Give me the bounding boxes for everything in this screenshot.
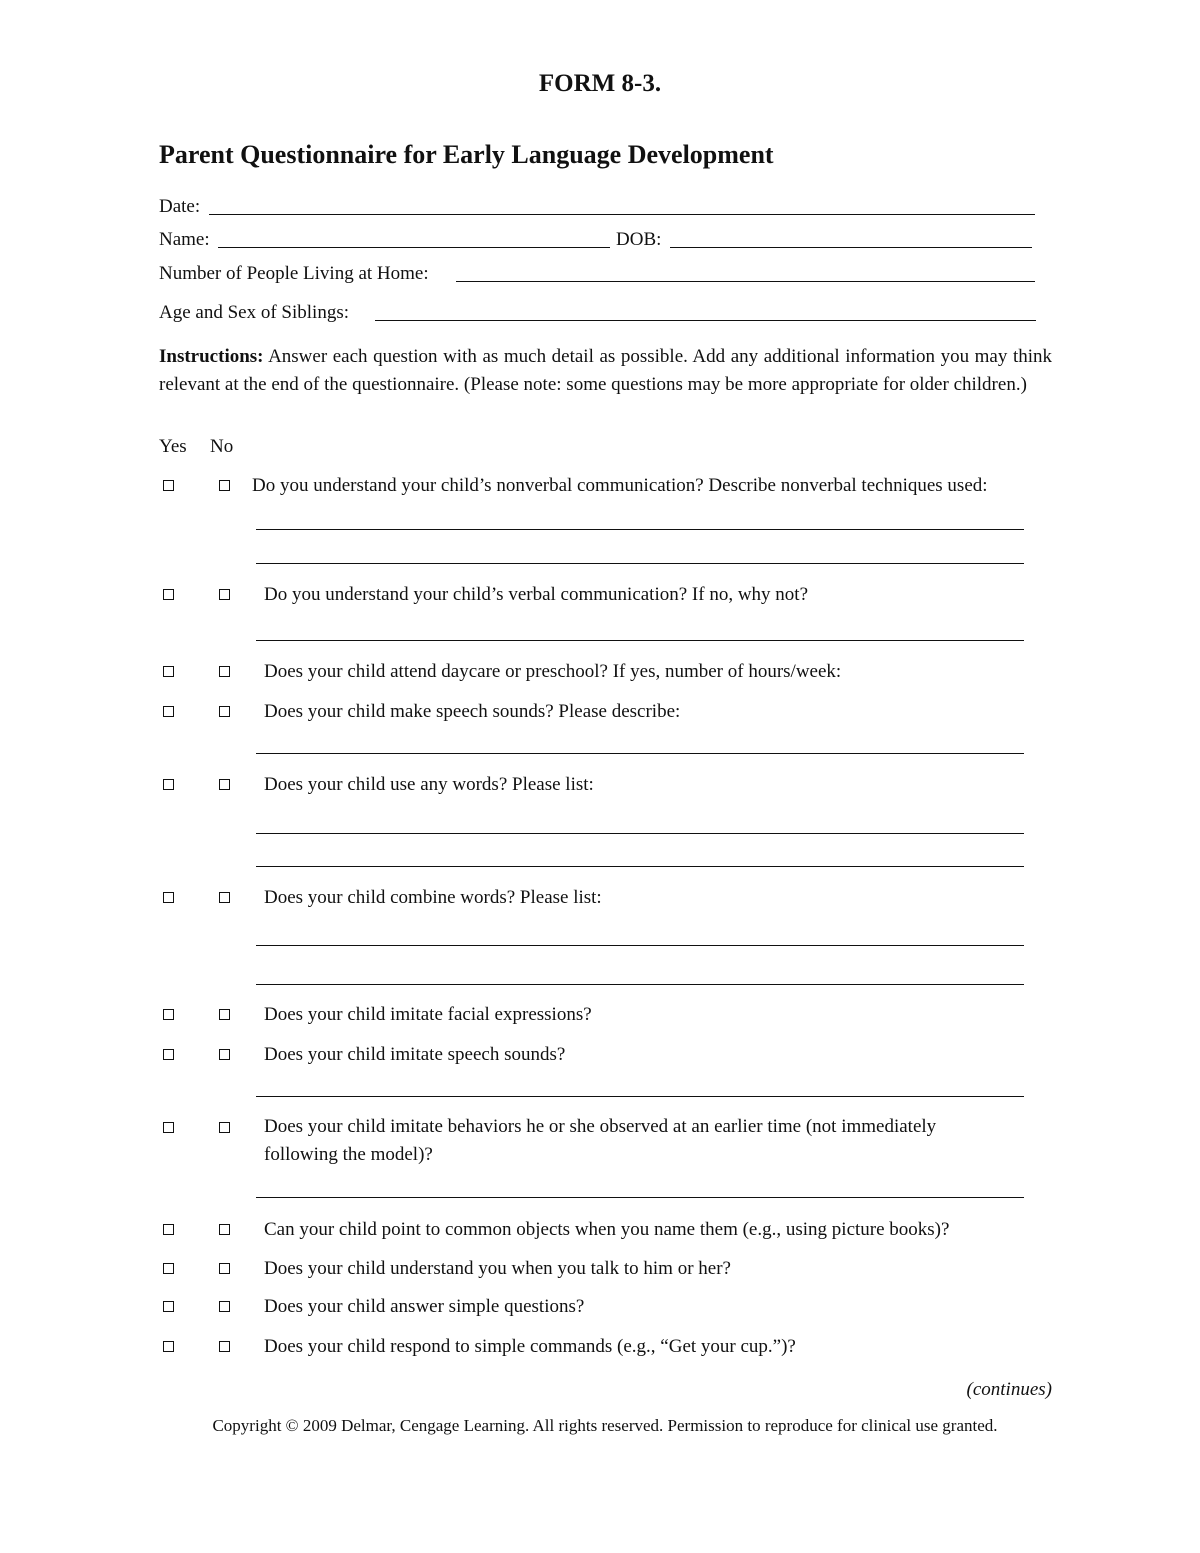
name-label: Name:: [159, 229, 210, 250]
q5-yes-checkbox[interactable]: [163, 779, 174, 790]
q11-text: Does your child understand you when you talk to him or her?: [264, 1258, 731, 1279]
copyright-notice: Copyright © 2009 Delmar, Cengage Learning. All rights reserved. Permission to reproduce for clinical use granted.: [212, 1416, 998, 1435]
no-column-header: No: [210, 436, 234, 457]
q7-no-checkbox[interactable]: [219, 1009, 230, 1020]
q4-no-checkbox[interactable]: [219, 706, 230, 717]
q10-yes-checkbox[interactable]: [163, 1224, 174, 1235]
q5-answer-line-2[interactable]: [256, 866, 1024, 867]
q1-yes-checkbox[interactable]: [163, 480, 174, 491]
q1-no-checkbox[interactable]: [219, 480, 230, 491]
q6-answer-line-1[interactable]: [256, 945, 1024, 946]
q1-text: Do you understand your child’s nonverbal communication? Describe nonverbal techniques used:: [252, 475, 988, 496]
q12-yes-checkbox[interactable]: [163, 1301, 174, 1312]
q3-text: Does your child attend daycare or preschool? If yes, number of hours/week:: [264, 661, 842, 682]
q12-no-checkbox[interactable]: [219, 1301, 230, 1312]
q5-text: Does your child use any words? Please list:: [264, 774, 594, 795]
q13-no-checkbox[interactable]: [219, 1341, 230, 1352]
form-title: Parent Questionnaire for Early Language Development: [159, 140, 774, 169]
q10-no-checkbox[interactable]: [219, 1224, 230, 1235]
q11-yes-checkbox[interactable]: [163, 1263, 174, 1274]
q4-text: Does your child make speech sounds? Please describe:: [264, 701, 681, 722]
continues-note: (continues): [966, 1379, 1052, 1400]
instructions-text: Answer each question with as much detail as possible. Add any additional information you may think relevant at the end of the questionnaire. (Please note: some questions may be more appropriate for older children.): [159, 346, 1053, 395]
q9-answer-line-1[interactable]: [256, 1197, 1024, 1198]
people-at-home-field[interactable]: [456, 281, 1035, 282]
people-at-home-label: Number of People Living at Home:: [159, 263, 429, 284]
q7-text: Does your child imitate facial expressions?: [264, 1004, 592, 1025]
q13-yes-checkbox[interactable]: [163, 1341, 174, 1352]
q5-no-checkbox[interactable]: [219, 779, 230, 790]
q6-text: Does your child combine words? Please list:: [264, 887, 602, 908]
q8-yes-checkbox[interactable]: [163, 1049, 174, 1060]
q8-no-checkbox[interactable]: [219, 1049, 230, 1060]
q12-text: Does your child answer simple questions?: [264, 1296, 585, 1317]
q6-no-checkbox[interactable]: [219, 892, 230, 903]
q9-text: Does your child imitate behaviors he or she observed at an earlier time (not immediately following the model)?: [264, 1116, 937, 1165]
q3-yes-checkbox[interactable]: [163, 666, 174, 677]
dob-label: DOB:: [616, 229, 662, 250]
instructions-lead: Instructions:: [159, 346, 264, 367]
instructions: [159, 343, 1052, 399]
q2-answer-line-1[interactable]: [256, 640, 1024, 641]
yes-column-header: Yes: [159, 436, 187, 457]
date-label: Date:: [159, 196, 201, 217]
form-number: FORM 8-3.: [538, 70, 662, 97]
q9-yes-checkbox[interactable]: [163, 1122, 174, 1133]
dob-field[interactable]: [670, 247, 1032, 248]
q1-answer-line-2[interactable]: [256, 563, 1024, 564]
q11-no-checkbox[interactable]: [219, 1263, 230, 1274]
q13-text: Does your child respond to simple commands (e.g., “Get your cup.”)?: [264, 1336, 796, 1357]
q6-answer-line-2[interactable]: [256, 984, 1024, 985]
name-field[interactable]: [218, 247, 610, 248]
q3-no-checkbox[interactable]: [219, 666, 230, 677]
q2-text: Do you understand your child’s verbal communication? If no, why not?: [264, 584, 809, 605]
q8-answer-line-1[interactable]: [256, 1096, 1024, 1097]
q10-text: Can your child point to common objects when you name them (e.g., using picture books)?: [264, 1219, 950, 1240]
q2-yes-checkbox[interactable]: [163, 589, 174, 600]
siblings-field[interactable]: [375, 320, 1036, 321]
q7-yes-checkbox[interactable]: [163, 1009, 174, 1020]
q1-answer-line-1[interactable]: [256, 529, 1024, 530]
q4-yes-checkbox[interactable]: [163, 706, 174, 717]
q6-yes-checkbox[interactable]: [163, 892, 174, 903]
q4-answer-line-1[interactable]: [256, 753, 1024, 754]
siblings-label: Age and Sex of Siblings:: [159, 302, 349, 323]
date-field[interactable]: [209, 214, 1035, 215]
q8-text: Does your child imitate speech sounds?: [264, 1044, 566, 1065]
q2-no-checkbox[interactable]: [219, 589, 230, 600]
q9-no-checkbox[interactable]: [219, 1122, 230, 1133]
q5-answer-line-1[interactable]: [256, 833, 1024, 834]
